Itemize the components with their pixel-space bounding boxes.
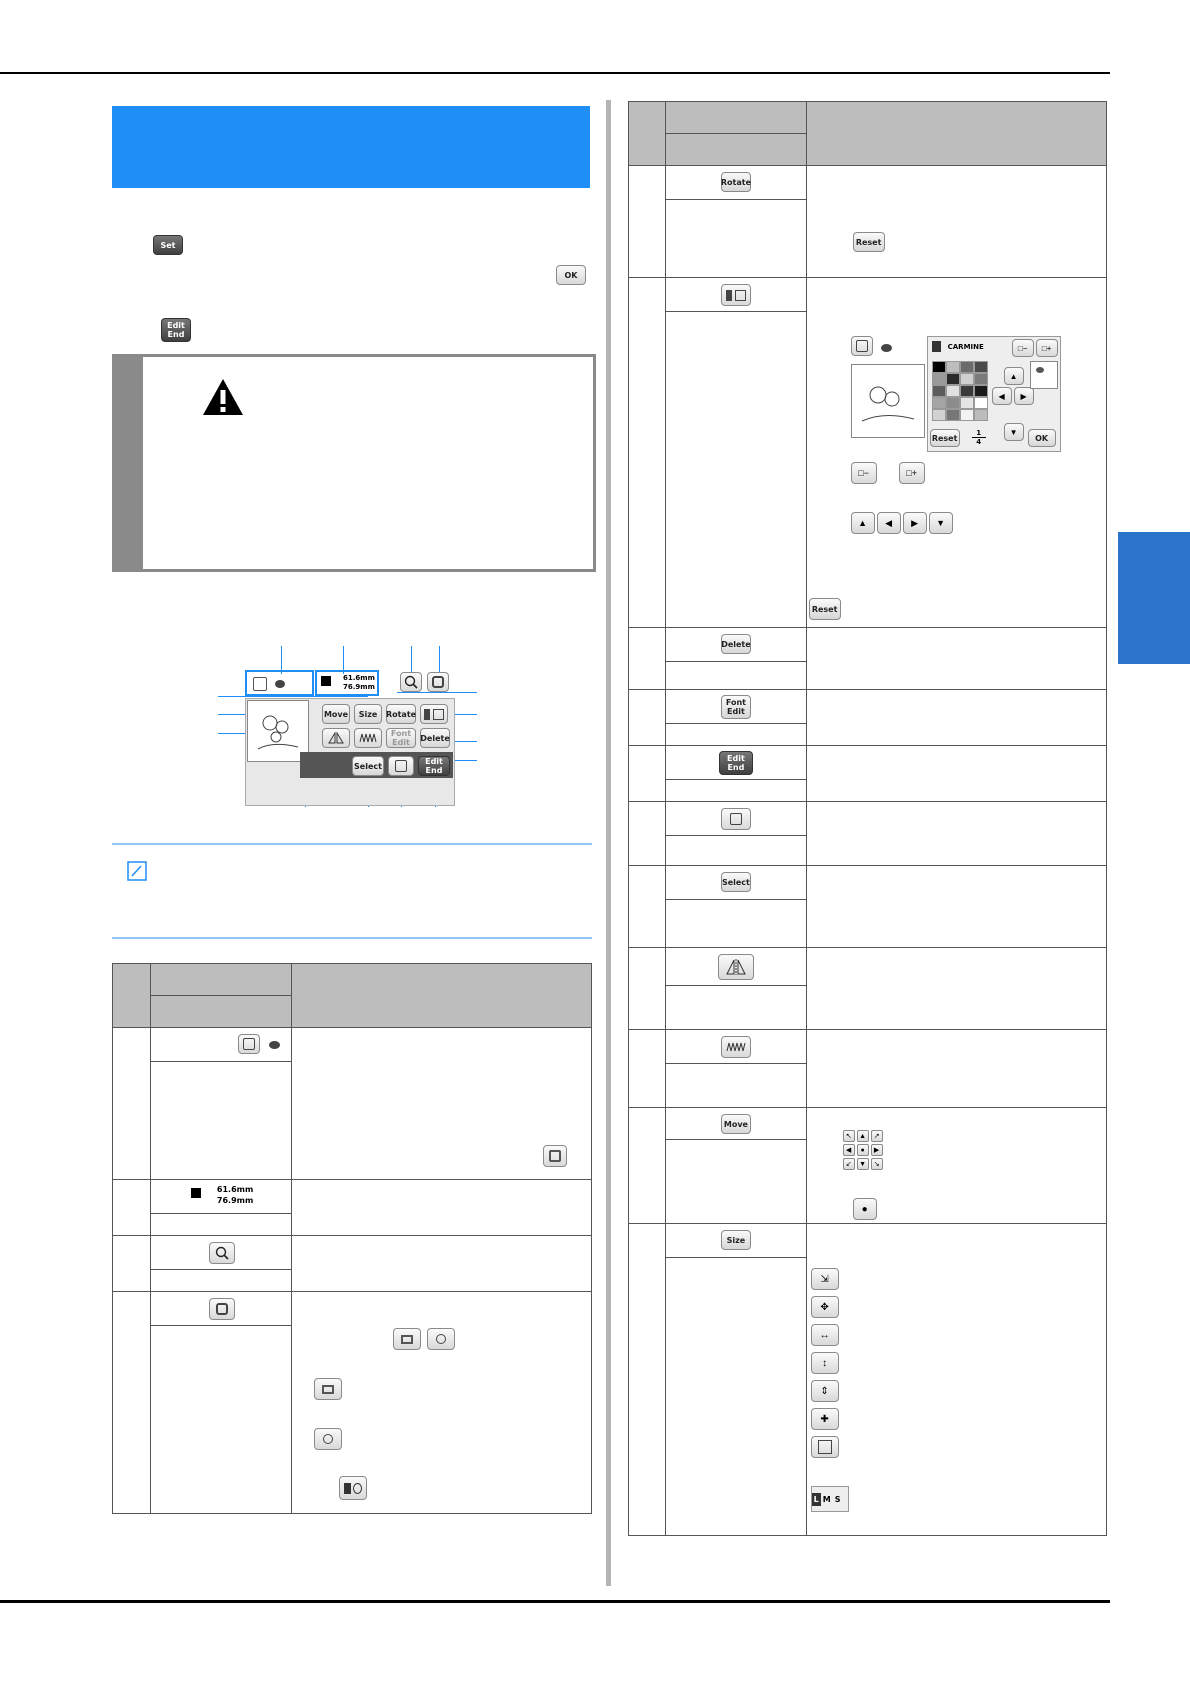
color-swatch[interactable]	[974, 361, 988, 373]
density-icon[interactable]	[354, 728, 382, 748]
color-reset-key[interactable]: Reset	[809, 598, 841, 620]
color-swatch[interactable]	[960, 361, 974, 373]
color-swatch[interactable]	[946, 361, 960, 373]
shrink-vertical-icon[interactable]: ✚	[811, 1408, 839, 1430]
color-swatch[interactable]	[974, 373, 988, 385]
move-arrow-key[interactable]: ↙	[843, 1158, 855, 1170]
memo-icon	[126, 860, 148, 882]
color-pattern-preview	[851, 364, 925, 438]
color-swatch[interactable]	[974, 397, 988, 409]
select-key[interactable]: Select	[721, 872, 751, 892]
memo-bottom-line	[112, 937, 592, 939]
top-rule	[0, 72, 1110, 74]
hoop-lock-icon[interactable]	[339, 1476, 367, 1500]
chapter-side-tab	[1118, 532, 1190, 664]
embroidery-frame-icon[interactable]	[427, 672, 449, 692]
size-m[interactable]: M	[822, 1494, 831, 1504]
warning-icon	[201, 377, 245, 417]
memo-top-line	[112, 843, 592, 845]
up-arrow[interactable]: ▲	[1004, 367, 1024, 385]
column-divider	[606, 100, 611, 1586]
rotate-key[interactable]: Rotate	[721, 172, 751, 192]
move-arrow-key[interactable]: ↘	[871, 1158, 883, 1170]
reset-size-icon[interactable]	[811, 1436, 839, 1458]
color-swatch[interactable]	[946, 409, 960, 421]
move-button[interactable]: Move	[322, 704, 350, 724]
size-indicator-icon	[191, 1188, 201, 1198]
color-swatch[interactable]	[946, 397, 960, 409]
font-edit-key[interactable]: Font Edit	[721, 695, 751, 719]
edit-end-key[interactable]: Edit End	[719, 751, 753, 775]
color-swatch[interactable]	[932, 409, 946, 421]
array-icon[interactable]	[388, 756, 414, 776]
frame-icon[interactable]	[851, 336, 873, 356]
up-key[interactable]: ▲	[851, 512, 875, 534]
left-arrow[interactable]: ◀	[992, 387, 1012, 405]
frame-thread-indicator	[245, 670, 314, 696]
spool-icon	[932, 341, 941, 352]
down-arrow[interactable]: ▼	[1004, 423, 1024, 441]
warning-box	[112, 354, 596, 572]
frame-view-icon[interactable]	[393, 1328, 421, 1350]
move-arrow-key[interactable]: ▲	[857, 1130, 869, 1142]
frame-selector-icon[interactable]	[543, 1145, 567, 1167]
page-indicator	[972, 429, 986, 446]
thread-name: CARMINE	[947, 343, 984, 351]
bottom-rule	[0, 1600, 1110, 1603]
palette-ok-button[interactable]: OK	[1028, 429, 1056, 447]
size-lms-selector[interactable]	[811, 1486, 849, 1512]
mirror-key[interactable]	[718, 954, 754, 980]
zoom-icon[interactable]	[400, 672, 422, 692]
size-height-label: 76.9mm	[216, 1196, 254, 1205]
color-swatch[interactable]	[960, 385, 974, 397]
center-dot-key[interactable]: ●	[853, 1198, 877, 1220]
hd-key-name	[150, 996, 291, 1028]
page-current: 1	[976, 429, 982, 437]
palette-reset-button[interactable]: Reset	[930, 429, 960, 447]
warning-bar	[115, 357, 143, 569]
select-button[interactable]: Select	[352, 756, 384, 776]
thread-icon	[269, 1041, 280, 1049]
next-color-key[interactable]: □+	[899, 462, 925, 484]
delete-key[interactable]: Delete	[721, 634, 751, 654]
reduce-proportional-icon[interactable]: ✥	[811, 1296, 839, 1318]
selected-color-preview	[1030, 361, 1058, 389]
delete-button[interactable]: Delete	[420, 728, 450, 748]
zoom-key-icon[interactable]	[209, 1242, 235, 1264]
color-swatch[interactable]	[932, 373, 946, 385]
left-key-table	[112, 963, 592, 1514]
screen-edit-end-button[interactable]: Edit End	[418, 756, 450, 776]
flower-pattern	[248, 701, 308, 761]
size-s[interactable]: S	[834, 1494, 841, 1504]
thread-icon	[881, 344, 892, 352]
density-key[interactable]	[721, 1036, 751, 1058]
size-width-label: 61.6mm	[216, 1185, 254, 1194]
shrink-horizontal-icon[interactable]: ↕	[811, 1352, 839, 1374]
edit-end-button[interactable]: Edit End	[161, 318, 191, 342]
color-swatch[interactable]	[974, 385, 988, 397]
left-key[interactable]: ◀	[877, 512, 901, 534]
frame-display-icon[interactable]	[238, 1034, 260, 1054]
rotate-button[interactable]: Rotate	[386, 704, 416, 724]
color-swatch[interactable]	[932, 361, 946, 373]
stretch-vertical-icon[interactable]: ⇕	[811, 1380, 839, 1402]
right-key[interactable]: ▶	[903, 512, 927, 534]
thread-color-key[interactable]	[721, 284, 751, 306]
hd-no	[113, 964, 151, 1028]
size-height-value: 76.9mm	[343, 683, 375, 691]
color-palette-panel	[927, 336, 1061, 452]
page-total: 4	[976, 438, 982, 446]
color-swatch[interactable]	[932, 385, 946, 397]
size-button[interactable]: Size	[354, 704, 382, 724]
size-indicator	[315, 670, 379, 696]
hd-key	[150, 964, 291, 996]
move-arrow-key[interactable]: ▼	[857, 1158, 869, 1170]
color-swatch[interactable]	[946, 385, 960, 397]
mirror-icon[interactable]	[322, 728, 350, 748]
ok-button[interactable]: OK	[556, 265, 586, 285]
prev-color-button[interactable]: □−	[1012, 339, 1034, 357]
section-heading-bar	[112, 106, 590, 188]
move-arrow-key[interactable]: ↗	[871, 1130, 883, 1142]
move-arrow-key[interactable]: ●	[857, 1144, 869, 1156]
needle-view-icon-2[interactable]	[314, 1428, 342, 1450]
edit-screen-diagram	[200, 640, 490, 810]
move-arrow-key[interactable]: ▶	[871, 1144, 883, 1156]
size-l[interactable]: L	[813, 1494, 819, 1504]
rotate-reset-button[interactable]: Reset	[853, 232, 885, 252]
size-width-value: 61.6mm	[343, 674, 375, 682]
right-key-table	[628, 101, 1107, 1536]
set-button[interactable]: Set	[153, 235, 183, 255]
swatch-grid	[932, 361, 992, 421]
enlarge-proportional-icon[interactable]: ⇲	[811, 1268, 839, 1290]
array-key[interactable]	[721, 808, 751, 830]
move-key[interactable]: Move	[721, 1114, 751, 1134]
move-arrow-key[interactable]: ◀	[843, 1144, 855, 1156]
next-color-button[interactable]: □+	[1036, 339, 1058, 357]
size-key[interactable]: Size	[721, 1230, 751, 1250]
stretch-horizontal-icon[interactable]: ↔	[811, 1324, 839, 1346]
color-swatch[interactable]	[960, 373, 974, 385]
color-swatch[interactable]	[974, 409, 988, 421]
needle-view-icon[interactable]	[427, 1328, 455, 1350]
color-swatch[interactable]	[960, 409, 974, 421]
right-arrow[interactable]: ▶	[1014, 387, 1034, 405]
hd-explanation	[291, 964, 591, 1028]
down-key[interactable]: ▼	[929, 512, 953, 534]
move-arrow-pad	[843, 1130, 883, 1170]
color-swatch[interactable]	[946, 373, 960, 385]
color-swatch[interactable]	[932, 397, 946, 409]
move-arrow-key[interactable]: ↖	[843, 1130, 855, 1142]
frame-view-icon-2[interactable]	[314, 1378, 342, 1400]
font-edit-button[interactable]: Font Edit	[386, 728, 416, 748]
embroidery-frame-key-icon[interactable]	[209, 1298, 235, 1320]
prev-color-key[interactable]: □−	[851, 462, 877, 484]
color-preview-area	[851, 336, 923, 438]
thread-color-icon[interactable]	[420, 704, 448, 724]
color-swatch[interactable]	[960, 397, 974, 409]
